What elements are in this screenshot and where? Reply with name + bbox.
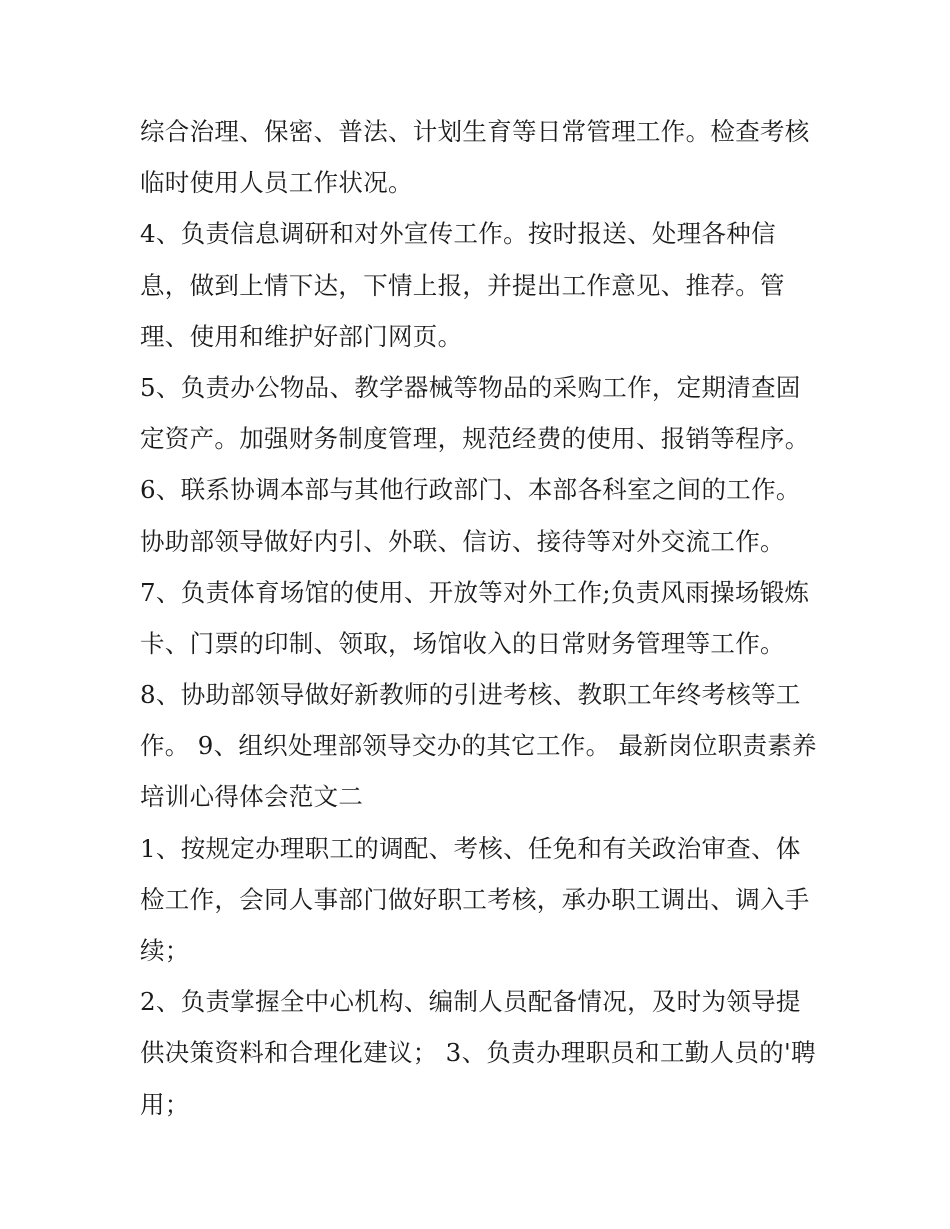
text-line: 协助部领导做好内引、外联、信访、接待等对外交流工作。: [140, 526, 785, 556]
text-line: 5、负责办公物品、教学器械等物品的采购工作，定期清查固: [140, 372, 801, 402]
text-line: 临时使用人员工作状况。: [140, 168, 413, 198]
text-line: 续；: [140, 936, 190, 965]
text-line: 8、协助部领导做好新教师的引进考核、教职工年终考核等工: [140, 680, 801, 710]
text-line: 理、使用和维护好部门网页。: [140, 321, 463, 351]
text-line: 6、联系协调本部与其他行政部门、本部各科室之间的工作。: [140, 475, 801, 505]
text-line: 综合治理、保密、普法、计划生育等日常管理工作。检查考核: [140, 117, 810, 146]
text-line: 息，做到上情下达，下情上报，并提出工作意见、推荐。管: [140, 270, 785, 300]
text-line: 2、负责掌握全中心机构、编制人员配备情况，及时为领导提: [140, 987, 801, 1017]
text-line: 作。 9、组织处理部领导交办的其它工作。 最新岗位职责素养: [140, 731, 817, 761]
text-line: 定资产。加强财务制度管理，规范经费的使用、报销等程序。: [140, 424, 810, 454]
text-line: 4、负责信息调研和对外宣传工作。按时报送、处理各种信: [140, 219, 776, 249]
text-line: 检工作，会同人事部门做好职工考核，承办职工调出、调入手: [140, 884, 810, 914]
text-line: 1、按规定办理职工的调配、考核、任免和有关政治审查、体: [140, 833, 801, 863]
text-line: 用；: [140, 1089, 190, 1119]
document-body: [140, 106, 820, 1130]
text-line: 7、负责体育场馆的使用、开放等对外工作;负责风雨操场锻炼: [140, 577, 810, 607]
text-line: 供决策资料和合理化建议； 3、负责办理职员和工勤人员的'聘: [140, 1038, 816, 1068]
text-line: 卡、门票的印制、领取，场馆收入的日常财务管理等工作。: [140, 628, 785, 658]
text-line: 培训心得体会范文二: [140, 782, 364, 812]
